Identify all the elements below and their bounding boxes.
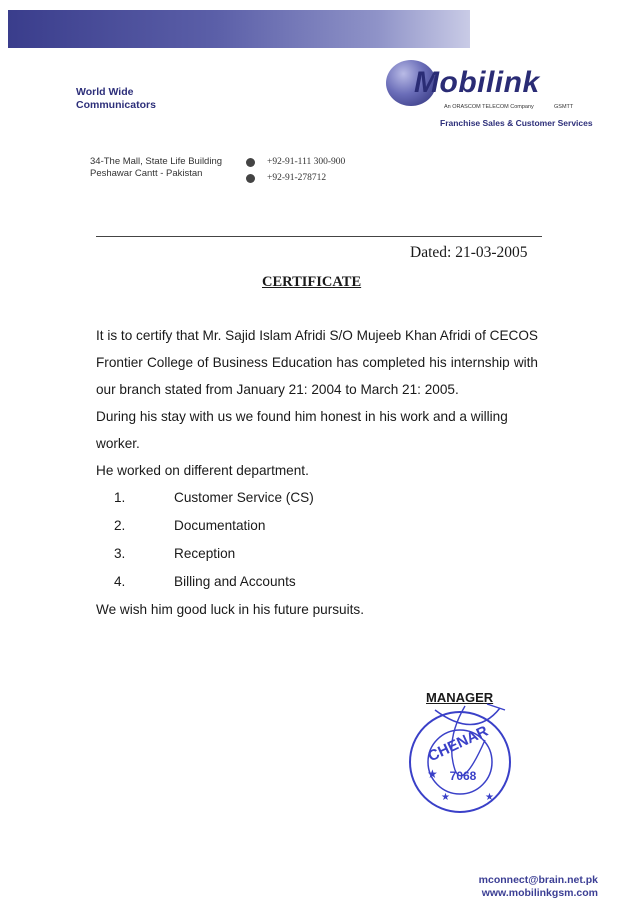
footer-website: www.mobilinkgsm.com xyxy=(481,887,598,899)
phone-bullet-icon xyxy=(246,174,255,183)
date-line: Dated: 21-03-2005 xyxy=(410,244,528,261)
header-color-band xyxy=(8,10,470,48)
stamp-star-icon: ★ xyxy=(485,792,494,803)
phone-bullet-icon xyxy=(246,158,255,167)
paragraph-intro: It is to certify that Mr. Sajid Islam Afridi S/O Mujeeb Khan Afridi of CECOS Frontier College of Business Education has completed his internship with our branch stated from January 21: 2004 to March 21: 2005. xyxy=(96,328,538,397)
address-block xyxy=(90,156,222,180)
stamp-star-icon: ★ xyxy=(427,767,438,781)
company-name-line1: World Wide xyxy=(76,86,134,98)
list-item-number: 3. xyxy=(114,546,126,561)
closing-line: We wish him good luck in his future pursuits. xyxy=(96,602,364,617)
list-item xyxy=(96,484,538,512)
company-name xyxy=(76,86,276,112)
signatory-title: MANAGER xyxy=(426,690,494,705)
address-line2: Peshawar Cantt - Pakistan xyxy=(90,168,203,179)
phone-row xyxy=(246,154,345,170)
list-item xyxy=(96,512,538,540)
logo-subtext: An ORASCOM TELECOM Company xyxy=(444,104,534,110)
logo-subtext-gsm: GSMTT xyxy=(554,104,574,110)
stamp-text-top: CHENAR xyxy=(425,722,491,766)
signature-stroke xyxy=(487,704,505,710)
list-item xyxy=(96,540,538,568)
stamp-outer-ring xyxy=(410,712,510,812)
phone-number-1: +92-91-111 300-900 xyxy=(267,157,346,167)
list-item-label: Documentation xyxy=(174,518,266,533)
stamp-text-mid: 7068 xyxy=(449,769,477,783)
list-item-number: 4. xyxy=(114,574,126,589)
tagline: Franchise Sales & Customer Services xyxy=(440,118,593,128)
footer-email: mconnect@brain.net.pk xyxy=(478,874,598,886)
logo-wordmark: Mobilink xyxy=(414,66,540,99)
paragraph-conduct: During his stay with us we found him honest in his work and a willing worker. xyxy=(96,409,508,451)
phone-block xyxy=(246,154,345,186)
department-list xyxy=(96,484,538,596)
list-item-number: 2. xyxy=(114,518,126,533)
divider-line xyxy=(96,236,542,237)
paragraph-departments-intro: He worked on different department. xyxy=(96,463,309,478)
list-item-number: 1. xyxy=(114,490,126,505)
document-title: CERTIFICATE xyxy=(262,274,362,290)
phone-row xyxy=(246,170,345,186)
list-item xyxy=(96,568,538,596)
list-item-label: Customer Service (CS) xyxy=(174,490,314,505)
official-stamp xyxy=(405,700,515,820)
phone-number-2: +92-91-278712 xyxy=(267,173,327,183)
list-item-label: Reception xyxy=(174,546,236,561)
certificate-body xyxy=(96,322,538,623)
stamp-star-icon: ★ xyxy=(441,792,450,803)
address-line1: 34-The Mall, State Life Building xyxy=(90,156,223,167)
list-item-label: Billing and Accounts xyxy=(174,574,296,589)
company-name-line2: Communicators xyxy=(76,99,156,111)
footer-contact xyxy=(479,874,598,900)
